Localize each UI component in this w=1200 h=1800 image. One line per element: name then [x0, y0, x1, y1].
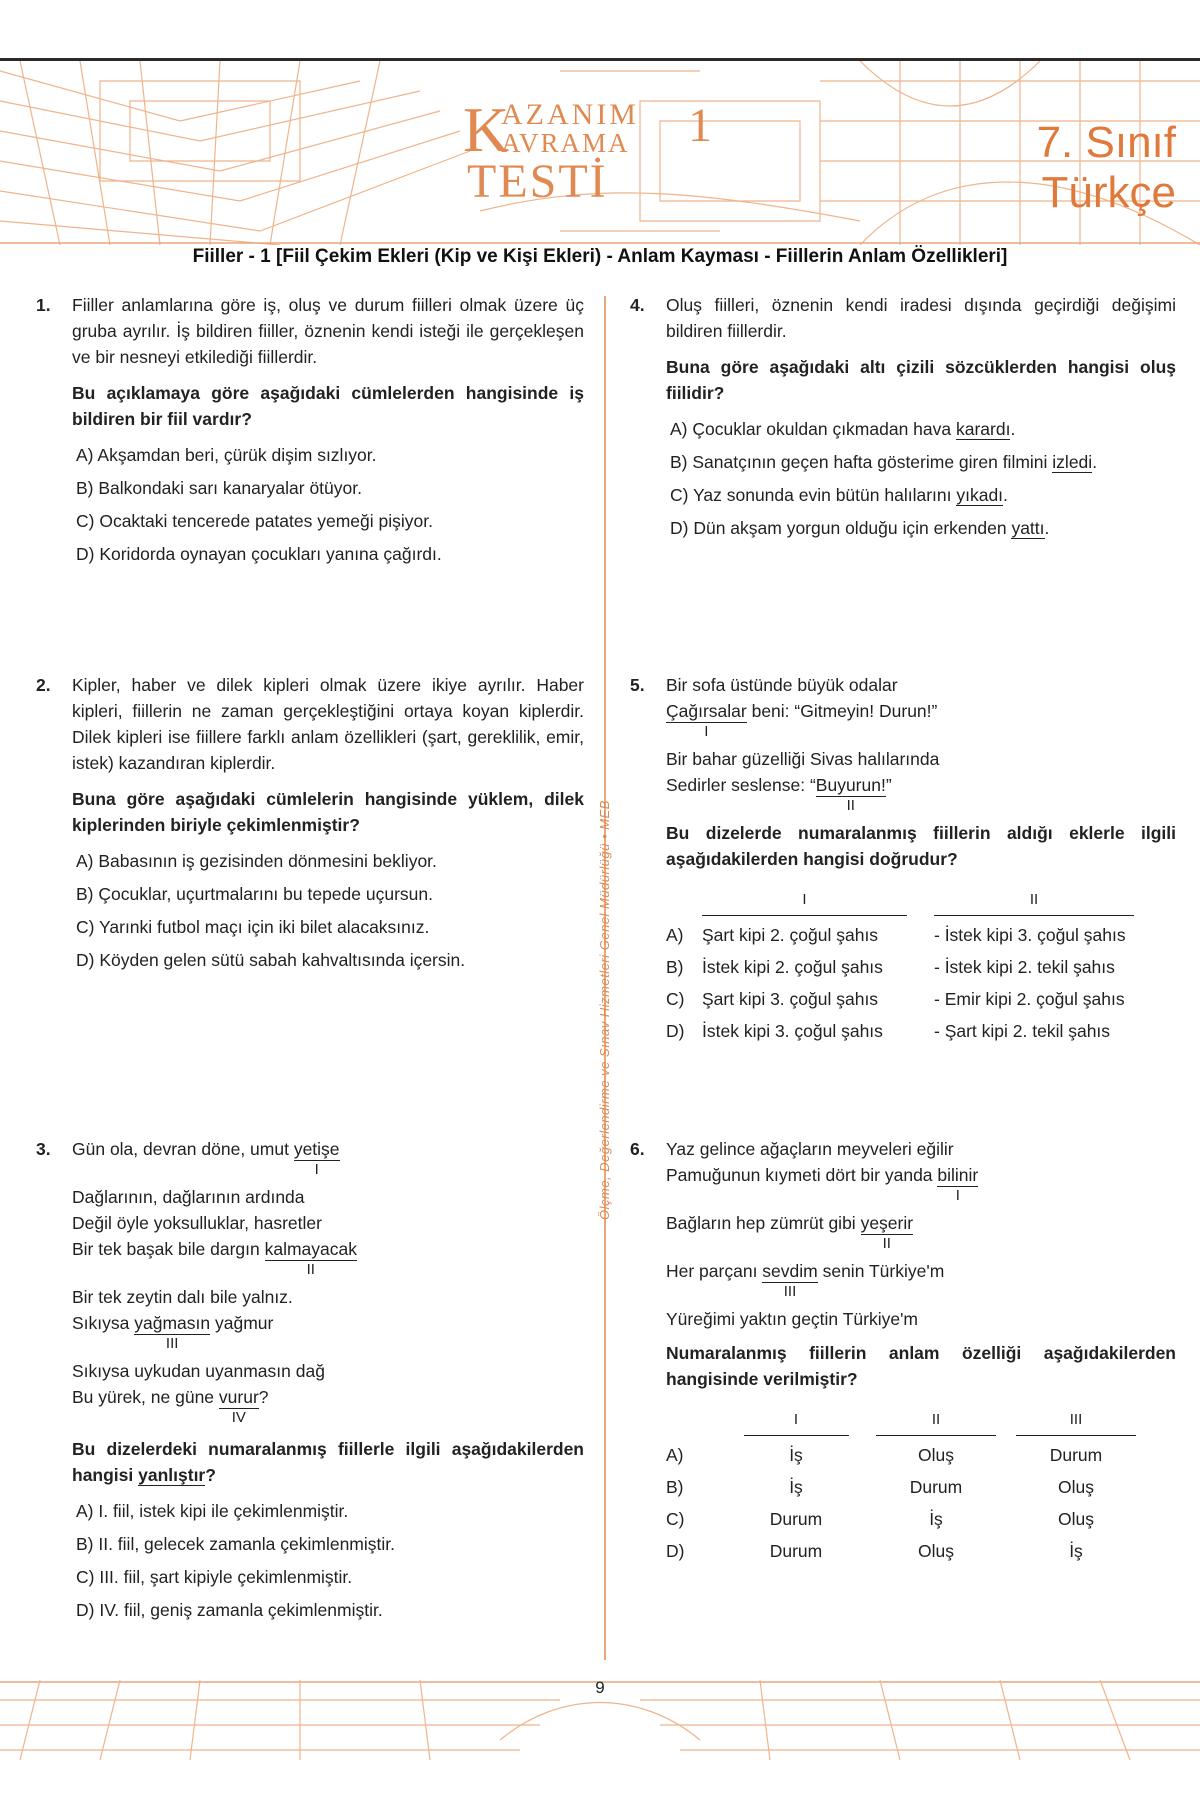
verse-text: Her parçanı — [666, 1261, 763, 1281]
option-letter: D) — [666, 1021, 685, 1041]
verse-line — [72, 1236, 584, 1278]
verse-line: Yaz gelince ağaçların meyveleri eğilir — [666, 1139, 954, 1159]
underlined-word: yanlıştır — [138, 1465, 206, 1485]
option-letter: C) — [666, 989, 685, 1009]
question-2 — [36, 672, 584, 980]
option-letter: C) — [666, 1509, 685, 1529]
verse-line: Dağlarının, dağlarının ardında — [72, 1187, 305, 1207]
verse-line: Bir bahar güzelliği Sivas halılarında — [666, 749, 940, 769]
question-prompt: Buna göre aşağıdaki altı çizili sözcüklerden hangisi oluş fiilidir? — [666, 357, 1176, 403]
question-1 — [36, 292, 584, 574]
table-cell: - İstek kipi 2. tekil şahıs — [934, 957, 1115, 977]
column-header: I — [702, 887, 907, 916]
option-letter: A) — [666, 925, 684, 945]
table-cell: İş — [789, 1477, 803, 1497]
question-prompt: Bu açıklamaya göre aşağıdaki cümlelerden hangisinde iş bildiren bir fiil vardır? — [72, 383, 584, 429]
question-number: 5. — [630, 675, 645, 695]
question-number: 4. — [630, 295, 645, 315]
verse-text: Bağların hep zümrüt gibi — [666, 1213, 861, 1233]
table-cell: İstek kipi 2. çoğul şahıs — [702, 957, 883, 977]
option-c[interactable]: C) III. fiil, şart kipiyle çekimlenmiştir. — [76, 1567, 353, 1587]
verse-line — [666, 1210, 1176, 1252]
verse-text: Bir tek başak bile dargın — [72, 1239, 265, 1259]
option-d[interactable]: D) Dün akşam yorgun olduğu için erkenden yattı. — [670, 518, 1050, 538]
logo — [463, 96, 723, 206]
side-credit-text: Ölçme, Değerlendirme ve Sınav Hizmetleri Genel Müdürlüğü • MEB — [597, 800, 612, 1220]
option-d[interactable] — [666, 1535, 1146, 1567]
option-a[interactable]: A) Babasının iş gezisinden dönmesini bekliyor. — [76, 851, 437, 871]
option-b[interactable]: B) Balkondaki sarı kanaryalar ötüyor. — [76, 478, 362, 498]
question-number: 1. — [36, 295, 51, 315]
grade-label: 7. Sınıf — [1036, 118, 1176, 167]
table-cell: İş — [929, 1509, 943, 1529]
option-letter: B) — [666, 1477, 684, 1497]
option-a[interactable] — [666, 919, 1134, 951]
table-cell: İş — [789, 1445, 803, 1465]
option-b[interactable]: B) II. fiil, gelecek zamanla çekimlenmiştir. — [76, 1534, 395, 1554]
option-d[interactable]: D) Koridorda oynayan çocukları yanına çağırdı. — [76, 544, 442, 564]
option-d[interactable] — [666, 1015, 1134, 1047]
option-a[interactable]: A) Çocuklar okuldan çıkmadan hava karardı. — [670, 419, 1016, 439]
table-cell: Oluş — [1058, 1477, 1094, 1497]
table-cell: Durum — [769, 1509, 823, 1529]
table-cell: Durum — [769, 1541, 823, 1561]
verse-text: Bu yürek, ne güne — [72, 1387, 219, 1407]
option-b[interactable] — [666, 951, 1134, 983]
option-a[interactable] — [666, 1439, 1146, 1471]
verse-line: Bir tek zeytin dalı bile yalnız. — [72, 1287, 293, 1307]
underlined-verb: yeşerir II — [860, 1213, 914, 1252]
roman-marker: III — [165, 1335, 179, 1352]
question-number: 6. — [630, 1139, 645, 1159]
option-c[interactable]: C) Yarınki futbol maçı için iki bilet alacaksınız. — [76, 917, 430, 937]
question-3 — [36, 1136, 584, 1630]
page-subtitle: Fiiller - 1 [Fiil Çekim Ekleri (Kip ve Kişi Ekleri) - Anlam Kayması - Fiillerin Anlam Özellikleri] — [192, 246, 1008, 267]
question-prompt: Buna göre aşağıdaki cümlelerin hangisinde yüklem, dilek kiplerinden biriyle çekimlenmiştir? — [72, 789, 584, 835]
verse-line: Yüreğimi yaktın geçtin Türkiye'm — [666, 1309, 918, 1329]
table-cell: - Emir kipi 2. çoğul şahıs — [934, 989, 1125, 1009]
test-number: 1 — [688, 99, 712, 152]
roman-marker: III — [783, 1283, 797, 1300]
verse-line: Sıkıysa uykudan uyanmasın dağ — [72, 1361, 325, 1381]
verse-text: Sedirler seslense: “ — [666, 775, 816, 795]
question-text: Kipler, haber ve dilek kipleri olmak üzere ikiye ayrılır. Haber kipleri, fiillerin ne zaman gerçekleştiğini ortaya koyan kiplerdir. Dilek kipleri ise fiillere farklı anlam özellikleri (şart, gereklilik, emir, istek) kazandıran kiplerdir. — [72, 675, 584, 773]
roman-marker: II — [882, 1235, 891, 1252]
roman-marker: I — [314, 1161, 319, 1178]
table-cell: - Şart kipi 2. tekil şahıs — [934, 1021, 1111, 1041]
option-c[interactable] — [666, 1503, 1146, 1535]
option-a[interactable]: A) Akşamdan beri, çürük dişim sızlıyor. — [76, 445, 377, 465]
subject-label: Türkçe — [1041, 168, 1176, 217]
underlined-verb: kalmayacak II — [264, 1239, 358, 1278]
option-c[interactable] — [666, 983, 1134, 1015]
column-header: II — [934, 887, 1134, 916]
verse-text: senin Türkiye'm — [817, 1261, 945, 1281]
roman-marker: IV — [231, 1409, 246, 1426]
logo-line-2: AVRAMA — [501, 128, 630, 158]
verse-line — [666, 1162, 1176, 1204]
option-c[interactable]: C) Yaz sonunda evin bütün halılarını yıkadı. — [670, 485, 1008, 505]
option-b[interactable]: B) Sanatçının geçen hafta gösterime giren filmini izledi. — [670, 452, 1098, 472]
verse-line — [666, 698, 1176, 740]
underlined-verb: vurur IV — [218, 1387, 259, 1426]
table-cell: İstek kipi 3. çoğul şahıs — [702, 1021, 883, 1041]
question-prompt: Numaralanmış fiillerin anlam özelliği aşağıdakilerden hangisinde verilmiştir? — [666, 1343, 1176, 1389]
verse-line — [72, 1136, 584, 1178]
answer-table — [666, 1402, 1146, 1567]
option-a[interactable]: A) I. fiil, istek kipi ile çekimlenmiştir. — [76, 1501, 349, 1521]
question-prompt: Bu dizelerde numaralanmış fiillerin aldığı eklerle ilgili aşağıdakilerden hangisi doğrudur? — [666, 823, 1176, 869]
verse-text: ? — [258, 1387, 269, 1407]
verse-text: yağmur — [210, 1313, 274, 1333]
table-cell: Durum — [1049, 1445, 1103, 1465]
verse-text: Sıkıysa — [72, 1313, 135, 1333]
question-number: 3. — [36, 1139, 51, 1159]
column-header: II — [876, 1407, 996, 1436]
option-letter: B) — [666, 957, 684, 977]
verse-text: ” — [885, 775, 892, 795]
verse-line — [666, 772, 1176, 814]
option-letter: A) — [666, 1445, 684, 1465]
roman-marker: I — [955, 1187, 960, 1204]
option-b[interactable] — [666, 1471, 1146, 1503]
roman-marker: I — [704, 723, 709, 740]
question-5 — [630, 672, 1176, 1047]
table-cell: Durum — [909, 1477, 963, 1497]
verse-text: Gün ola, devran döne, umut — [72, 1139, 294, 1159]
underlined-verb: sevdim III — [762, 1261, 818, 1300]
answer-table — [666, 882, 1134, 1047]
roman-marker: II — [306, 1261, 315, 1278]
verse-text: Pamuğunun kıymeti dört bir yanda — [666, 1165, 938, 1185]
table-cell: Şart kipi 2. çoğul şahıs — [702, 925, 879, 945]
column-header: III — [1016, 1407, 1136, 1436]
logo-line-1: AZANIM — [501, 98, 639, 131]
question-text: Fiiller anlamlarına göre iş, oluş ve durum fiilleri olmak üzere üç gruba ayrılır. İş bildiren fiiller, öznenin kendi isteği ile gerçekleşen ve bir nesneyi etkilediği fiillerdir. — [72, 295, 584, 367]
question-6 — [630, 1136, 1176, 1567]
table-header — [666, 1402, 1146, 1439]
table-cell: Oluş — [918, 1541, 954, 1561]
option-d[interactable]: D) IV. fiil, geniş zamanla çekimlenmiştir. — [76, 1600, 383, 1620]
column-header: I — [744, 1407, 849, 1436]
table-cell: Şart kipi 3. çoğul şahıs — [702, 989, 879, 1009]
question-number: 2. — [36, 675, 51, 695]
verse-line — [666, 1258, 1176, 1300]
underlined-verb: yağmasın III — [134, 1313, 211, 1352]
roman-marker: II — [846, 797, 855, 814]
logo-letter-k: K — [463, 94, 510, 165]
option-b[interactable]: B) Çocuklar, uçurtmalarını bu tepede uçursun. — [76, 884, 433, 904]
page-number: 9 — [595, 1678, 605, 1697]
question-text: Oluş fiilleri, öznenin kendi iradesi dışında geçirdiği değişimi bildiren fiillerdir. — [666, 295, 1176, 341]
logo-line-3: TESTİ — [467, 155, 608, 208]
verse-text: beni: “Gitmeyin! Durun!” — [746, 701, 938, 721]
table-header — [666, 882, 1134, 919]
underlined-verb: bilinir I — [937, 1165, 979, 1204]
verse-line: Bir sofa üstünde büyük odalar — [666, 675, 898, 695]
underlined-verb: Çağırsalar I — [666, 701, 747, 740]
verse-line — [72, 1384, 584, 1426]
table-cell: - İstek kipi 3. çoğul şahıs — [934, 925, 1126, 945]
option-d[interactable]: D) Köyden gelen sütü sabah kahvaltısında içersin. — [76, 950, 466, 970]
table-cell: Oluş — [1058, 1509, 1094, 1529]
underlined-verb: Buyurun! II — [815, 775, 886, 814]
table-cell: Oluş — [918, 1445, 954, 1465]
underlined-verb: yetişe I — [293, 1139, 340, 1178]
table-cell: İş — [1069, 1541, 1083, 1561]
verse-line: Değil öyle yoksulluklar, hasretler — [72, 1213, 322, 1233]
option-c[interactable]: C) Ocaktaki tencerede patates yemeği pişiyor. — [76, 511, 433, 531]
question-4 — [630, 292, 1176, 548]
grade-subject — [1037, 118, 1176, 218]
verse-line — [72, 1310, 584, 1352]
question-prompt: Bu dizelerdeki numaralanmış fiillerle ilgili aşağıdakilerden hangisi yanlıştır? — [72, 1439, 584, 1485]
option-letter: D) — [666, 1541, 685, 1561]
